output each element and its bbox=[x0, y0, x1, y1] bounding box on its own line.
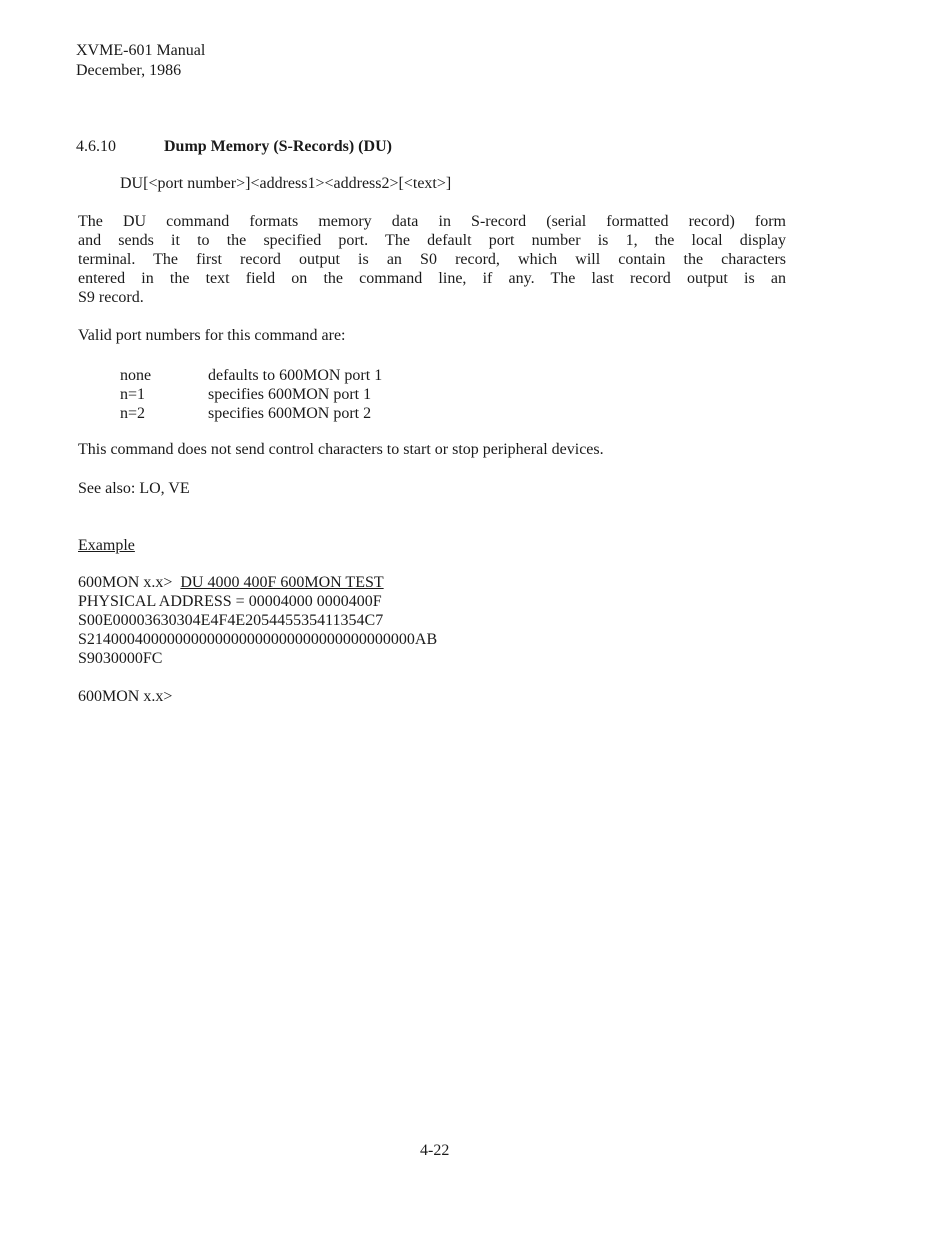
section-title: Dump Memory (S-Records) (DU) bbox=[164, 138, 392, 155]
port-code: n=2 bbox=[120, 405, 146, 422]
control-note: This command does not send control characters to start or stop peripheral devices. bbox=[78, 441, 604, 458]
example-output-line: S21400040000000000000000000000000000000000AB bbox=[78, 631, 438, 648]
description-line: and sends it to the specified port. The default port number is 1, the local display bbox=[78, 232, 786, 249]
example-heading: Example bbox=[78, 537, 135, 554]
monitor-prompt: 600MON x.x> bbox=[78, 574, 173, 591]
ports-intro: Valid port numbers for this command are: bbox=[78, 327, 346, 344]
example-output-line: PHYSICAL ADDRESS = 00004000 0000400F bbox=[78, 593, 382, 610]
port-description: defaults to 600MON port 1 bbox=[208, 367, 383, 384]
description-line: S9 record. bbox=[78, 289, 144, 306]
port-description: specifies 600MON port 1 bbox=[208, 386, 372, 403]
port-row bbox=[120, 404, 382, 423]
description-line: entered in the text field on the command line, if any. The last record output is an bbox=[78, 270, 786, 287]
description-paragraph bbox=[78, 212, 786, 307]
final-prompt: 600MON x.x> bbox=[78, 688, 173, 705]
description-line: The DU command formats memory data in S-record (serial formatted record) form bbox=[78, 213, 786, 230]
port-code: none bbox=[120, 367, 152, 384]
example-command-line bbox=[78, 574, 384, 592]
page-number: 4-22 bbox=[420, 1142, 450, 1159]
port-row bbox=[120, 385, 382, 404]
header-date: December, 1986 bbox=[76, 62, 182, 79]
command-syntax: DU[<port number>]<address1><address2>[<text>] bbox=[120, 175, 452, 192]
example-output-line: S9030000FC bbox=[78, 650, 163, 667]
description-line: terminal. The first record output is an S0 record, which will contain the characters bbox=[78, 251, 786, 268]
header-manual-title: XVME-601 Manual bbox=[76, 42, 206, 59]
port-table bbox=[120, 366, 382, 423]
section-number: 4.6.10 bbox=[76, 138, 116, 155]
see-also: See also: LO, VE bbox=[78, 480, 190, 497]
port-code: n=1 bbox=[120, 386, 146, 403]
example-command: DU 4000 400F 600MON TEST bbox=[180, 574, 384, 591]
port-description: specifies 600MON port 2 bbox=[208, 405, 372, 422]
port-row bbox=[120, 366, 382, 385]
example-output-line: S00E00003630304E4F4E205445535411354C7 bbox=[78, 612, 384, 629]
